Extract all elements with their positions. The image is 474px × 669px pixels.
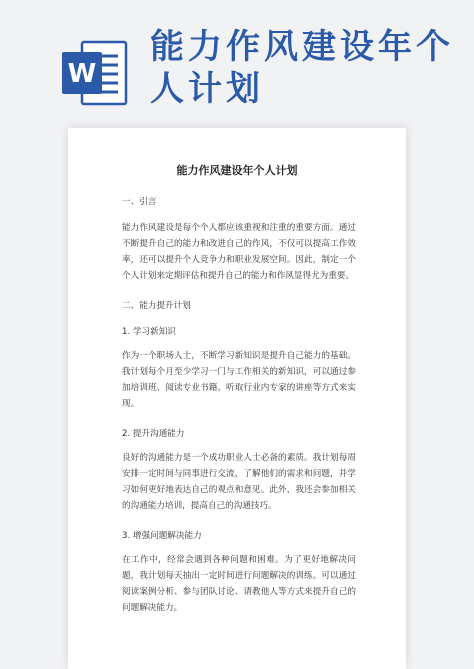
- document-body: [122, 194, 356, 626]
- banner-title: 能力作风建设年个人计划: [150, 27, 454, 109]
- paragraph-learning: 作为一个职场人士，不断学习新知识是提升自己能力的基础。我计划每个月至少学习一门与工作相关的新知识，可以通过参加培训班、阅读专业书籍、听取行业内专家的讲座等方式来实现。: [122, 351, 356, 409]
- section-heading-intro: 一、引言: [122, 197, 157, 207]
- word-icon-letter: W: [67, 59, 97, 89]
- paragraph-problem-solving: 在工作中，经常会遇到各种问题和困难。为了更好地解决问题，我计划每天抽出一定时间进行问题解决的训练。可以通过阅读案例分析、参与团队讨论、请教他人等方式来提升自己的问题解决能力。: [122, 555, 356, 613]
- item-heading-problem-solving: 3. 增强问题解决能力: [122, 531, 202, 541]
- item-heading-learning: 1. 学习新知识: [122, 327, 176, 337]
- item-heading-communication: 2. 提升沟通能力: [122, 429, 185, 439]
- paragraph-communication: 良好的沟通能力是一个成功职业人士必备的素质。我计划每周安排一定时间与同事进行交流，了解他们的需求和问题，并学习如何更好地表达自己的观点和意见。此外，我还会参加相关的沟通能力培训，提高自己的沟通技巧。: [122, 453, 356, 511]
- word-document-icon: [62, 38, 128, 108]
- document-title: 能力作风建设年个人计划: [176, 164, 298, 177]
- paragraph-intro: 能力作风建设是每个个人都应该重视和注重的重要方面。通过不断提升自己的能力和改进自己的作风，不仅可以提高工作效率，还可以提升个人竞争力和职业发展空间。因此，制定一个个人计划来定期评估和提升自己的能力和作风显得尤为重要。: [122, 223, 356, 281]
- document-page: [68, 128, 406, 669]
- section-heading-plan: 二、能力提升计划: [122, 301, 191, 311]
